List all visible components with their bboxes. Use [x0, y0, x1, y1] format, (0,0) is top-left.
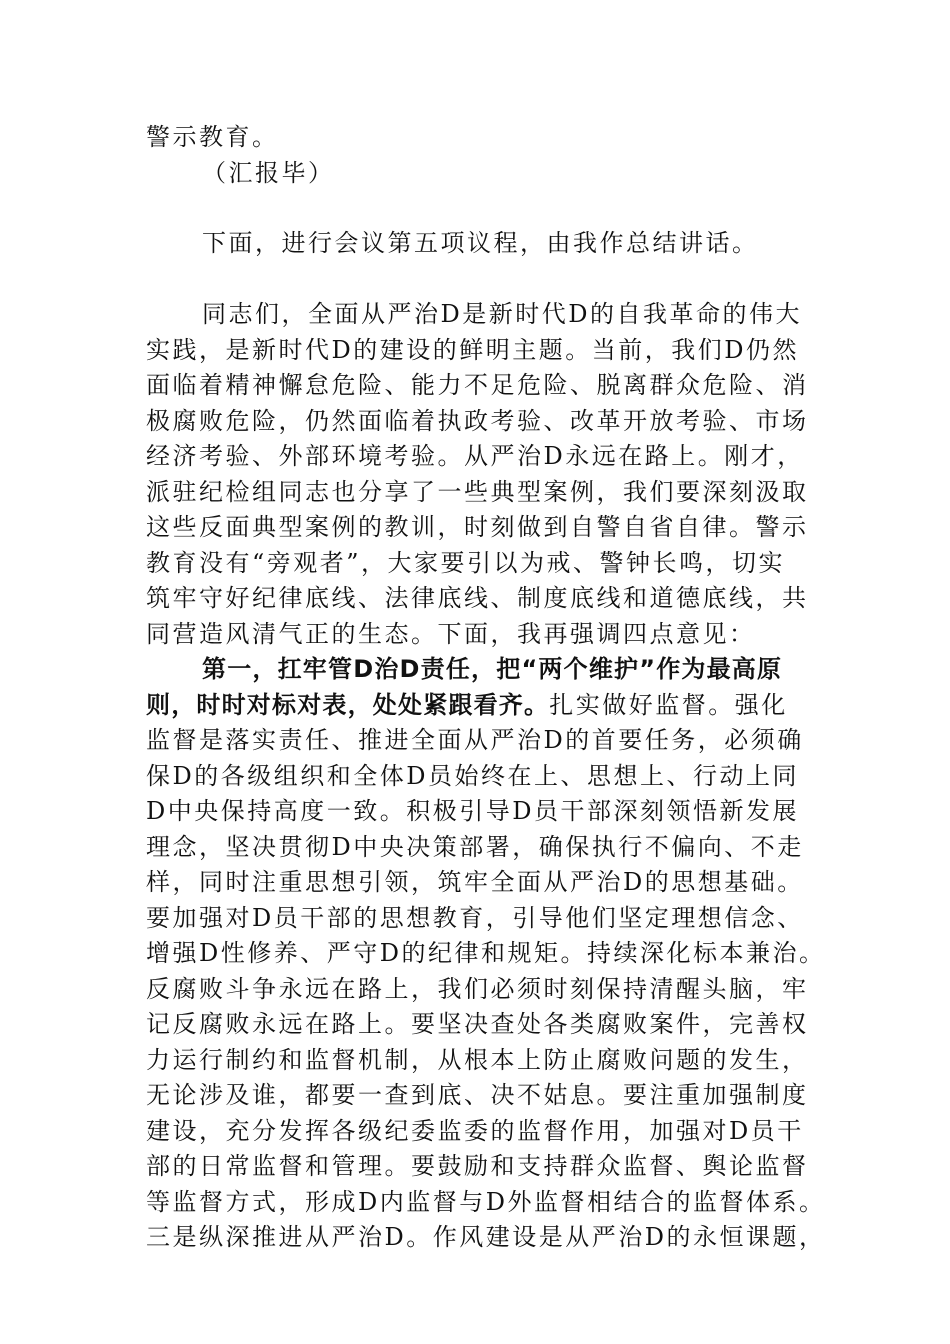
agenda-section	[146, 226, 826, 262]
point-heading-bold: 则，时时对标对表，处处紧跟看齐。	[146, 690, 550, 719]
paragraph-line: 保D的各级组织和全体D员始终在上、思想上、行动上同	[146, 761, 799, 790]
paragraph-line: 筑牢守好纪律底线、法律底线、制度底线和道德底线，共	[146, 584, 809, 612]
paragraph-line: 派驻纪检组同志也分享了一些典型案例，我们要深刻汲取	[146, 477, 809, 506]
paragraph-line: 部的日常监督和管理。要鼓励和支持群众监督、舆论监督	[146, 1152, 809, 1180]
paragraph-line: 记反腐败永远在路上。要坚决查处各类腐败案件，完善权	[146, 1010, 809, 1038]
paragraph-line: 面临着精神懈怠危险、能力不足危险、脱离群众危险、消	[146, 371, 809, 399]
paragraph-line: 三是纵深推进从严治D。作风建设是从严治D的永恒课题，	[146, 1223, 826, 1251]
paragraph-line: 力运行制约和监督机制，从根本上防止腐败问题的发生，	[146, 1045, 809, 1074]
text-line: 警示教育。	[146, 123, 279, 151]
paragraph-line: 同营造风清气正的生态。下面，我再强调四点意见：	[146, 619, 756, 648]
paragraph-line: 增强D性修养、严守D的纪律和规矩。持续深化标本兼治。	[146, 939, 826, 967]
point-heading-rest: 扎实做好监督。强化	[549, 690, 788, 719]
paragraph-line: 同志们，全面从严治D是新时代D的自我革命的伟大	[202, 300, 802, 328]
paragraph-line: 监督是落实责任、推进全面从严治D的首要任务，必须确	[146, 726, 804, 754]
paragraph-line: 等监督方式，形成D内监督与D外监督相结合的监督体系。	[146, 1187, 826, 1216]
paragraph-line: 理念，坚决贯彻D中央决策部署，确保执行不偏向、不走	[146, 832, 804, 861]
paragraph-line: 这些反面典型案例的教训，时刻做到自警自省自律。警示	[146, 513, 809, 541]
paragraph-line: 极腐败危险，仍然面临着执政考验、改革开放考验、市场	[146, 406, 809, 435]
paragraph-line: D中央保持高度一致。积极引导D员干部深刻领悟新发展	[146, 797, 799, 825]
report-end-note: （汇报毕）	[202, 158, 335, 187]
paragraph-line: 建设，充分发挥各级纪委监委的监督作用，加强对D员干	[146, 1116, 804, 1145]
paragraph-line: 经济考验、外部环境考验。从严治D永远在路上。刚才，	[146, 442, 804, 470]
point-heading: 第一，扛牢管D治D责任，把“两个维护”作为最高原	[202, 655, 783, 683]
top-section	[146, 120, 826, 191]
paragraph-line: 无论涉及谁，都要一查到底、决不姑息。要注重加强制度	[146, 1081, 809, 1109]
paragraph-line: 实践，是新时代D的建设的鲜明主题。当前，我们D仍然	[146, 335, 799, 364]
paragraph-line: 要加强对D员干部的思想教育，引导他们坚定理想信念、	[146, 903, 804, 932]
paragraph-line: 教育没有“旁观者”，大家要引以为戒、警钟长鸣，切实	[146, 548, 786, 577]
speech-body	[146, 297, 826, 1256]
point-heading-continued	[146, 688, 826, 724]
paragraph-line: 反腐败斗争永远在路上，我们必须时刻保持清醒头脑，牢	[146, 974, 809, 1003]
paragraph-line: 样，同时注重思想引领，筑牢全面从严治D的思想基础。	[146, 868, 804, 896]
agenda-line: 下面，进行会议第五项议程，由我作总结讲话。	[202, 229, 759, 257]
